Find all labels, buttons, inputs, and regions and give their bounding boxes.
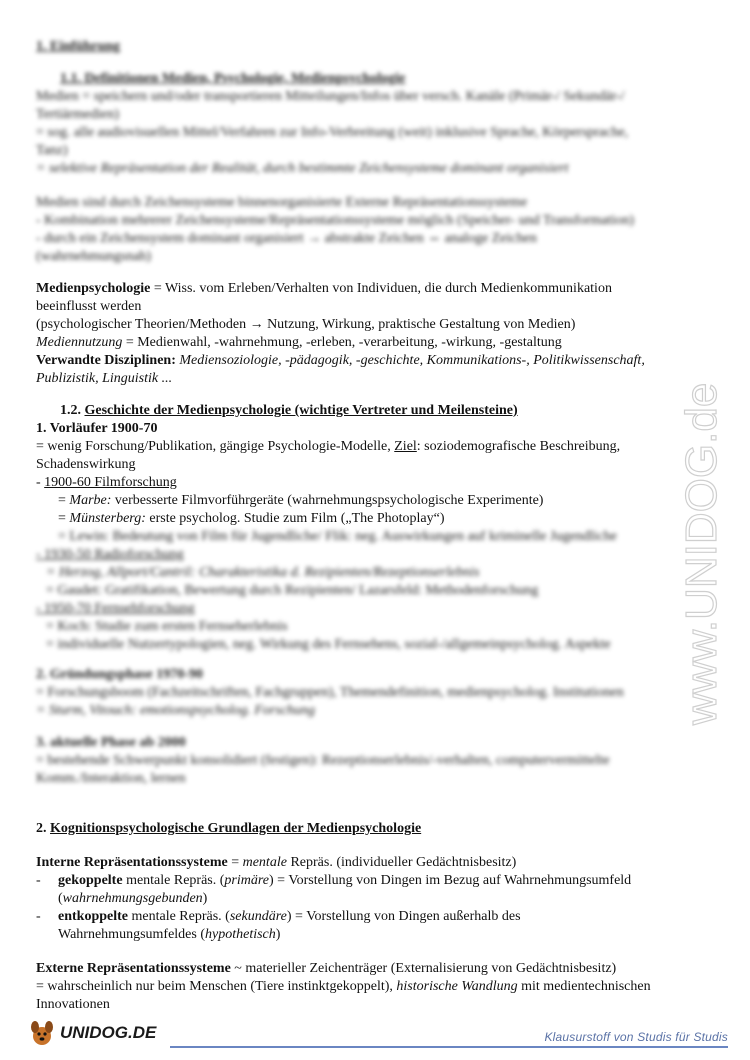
blur-line: 3. aktuelle Phase ab 2000 [36,735,186,750]
text: ) = Vorstellung von Dingen im Bezug auf Wahrnehmungsumfeld [269,873,632,888]
text: mentale Repräs. ( [128,909,230,924]
text: wahrnehmungsgebunden [62,891,203,906]
text: mit medientechnischen [517,979,651,994]
definition-medienpsychologie [36,280,612,298]
blur-line: - Kombination mehrerer Zeichensysteme/Repräsentationssysteme möglich (Speicher- und Transformation) [36,213,635,228]
text: ) = Vorstellung von Dingen außerhalb des [286,909,521,924]
blur-line: Medien = speichern und/oder transportieren Mitteilungen/Infos über versch. Kanäle (Primär-/ Sekundär-/ [36,89,625,104]
blur-line: Komm./Interaktion, lernen [36,771,186,786]
section-number: 1.2. [60,403,85,418]
blur-line: = bestehende Schwerpunkt konsolidiert (festigen): Rezeptionserlebnis/-verhalten, computervermittelte [36,753,610,768]
term: Mediennutzung [36,335,123,350]
definition-text: Mediensoziologie, -pädagogik, -geschichte, Kommunikations-, Politikwissenschaft, [175,353,645,368]
heading-1-1: 1.1. Definitionen Medien, Psychologie, Medienpsychologie [60,71,406,86]
list-item-gekoppelte [58,872,631,890]
text: Repräs. (individueller Gedächtnisbesitz) [286,855,517,870]
text: ~ materieller Zeichenträger (Externalisierung von Gedächtnisbesitz) [230,961,617,976]
term: Medienpsychologie [36,281,151,296]
text: ( [58,891,63,906]
definition-line: (psychologischer Theorien/Methoden → Nutzung, Wirkung, praktische Gestaltung von Medien) [36,317,576,332]
watermark [672,270,732,730]
definition-line: Publizistik, Linguistik ... [36,371,173,386]
term: gekoppelte [58,873,123,888]
text: ) [202,891,208,906]
heading-2 [36,820,421,838]
text: mentale Repräs. ( [122,873,225,888]
text: verbesserte Filmvorführgeräte (wahrnehmungspsychologische Experimente) [111,493,544,508]
list-dash: - [36,909,41,924]
term: Verwandte Disziplinen: [36,353,176,368]
list-subitem [58,510,445,528]
related-disciplines [36,352,645,370]
text: : soziodemografische Beschreibung, [416,439,621,454]
text: primäre [224,873,270,888]
term: Externe Repräsentationssysteme [36,961,231,976]
blur-line: Tertiärmedien) [36,107,119,122]
text: = [227,855,243,870]
blur-line: - durch ein Zeichensystem dominant organisiert → abstrakte Zeichen ⇔ analoge Zeichen [36,231,537,246]
blur-line: - 1950-70 Fernsehforschung [36,601,195,616]
definition-externe [36,960,616,978]
blur-line: = sog. alle audiovisuellen Mittel/Verfahren zur Info-Verbreitung (weit) inklusive Sprache, Körpersprache, [36,125,629,140]
blur-line: = Lewin: Bedeutung von Film für Jugendliche/ Flik: neg. Auswirkungen auf kriminelle Jugendliche [58,529,617,544]
list-item-continuation [58,926,280,944]
text: Wahrnehmungsumfeldes ( [58,927,205,942]
text: = [58,493,70,508]
blur-line: = Koch: Studie zum ersten Fernseherlebnis [46,619,288,634]
text: = [58,511,70,526]
text-line: Schadenswirkung [36,457,136,472]
author: Marbe: [69,493,112,508]
list-item-filmforschung [36,474,177,492]
blur-line: = Sturm, Vitouch: emotionspsycholog. Forschung [36,703,316,718]
text: sekundäre [229,909,287,924]
blur-line: Tanz) [36,143,68,158]
list-subitem [58,492,543,510]
subheading-vorlaeufer: 1. Vorläufer 1900-70 [36,421,158,436]
text: ) [275,927,281,942]
text: historische Wandlung [396,979,518,994]
author: Münsterberg: [69,511,146,526]
logo-text: UNIDOG.DE [60,1023,157,1042]
text: mentale [242,855,287,870]
text: hypothetisch [205,927,276,942]
watermark-text: www.UNIDOG.de [677,382,726,725]
text: Ziel [394,439,417,454]
list-dash: - [36,873,41,888]
footer-divider [170,1046,728,1048]
footer-tagline: Klausurstoff von Studis für Studis [544,1030,728,1044]
definition-mediennutzung [36,334,562,352]
list-item-continuation [58,890,207,908]
blur-line: 2. Gründungsphase 1970-90 [36,667,203,682]
blur-line: - 1930-50 Radioforschung [36,547,184,562]
text-line [36,978,651,996]
dog-icon [28,1018,56,1048]
blur-line: Medien sind durch Zeichensysteme binnenorganisierte Externe Repräsentationssysteme [36,195,528,210]
definition-text: = Wiss. vom Erleben/Verhalten von Individuen, die durch Medienkommunikation [150,281,612,296]
term: Interne Repräsentationssysteme [36,855,228,870]
definition-text: = Medienwahl, -wahrnehmung, -erleben, -verarbeitung, -wirkung, -gestaltung [122,335,562,350]
blur-line: = Gaudet: Gratifikation, Bewertung durch Rezipienten/ Lazarsfeld: Methodenforschung [46,583,539,598]
blur-line: (wahrnehmungsnah) [36,249,152,264]
dash: - [36,475,45,490]
text-line: Innovationen [36,997,110,1012]
section-title: Kognitionspsychologische Grundlagen der Medienpsychologie [50,821,422,836]
definition-interne [36,854,516,872]
definition-line: beeinflusst werden [36,299,142,314]
blur-line: = individuelle Nutzertypologien, neg. Wirkung des Fernsehens, sozial-/allgemeinpsycholog. Aspekte [46,637,611,652]
term: entkoppelte [58,909,128,924]
text: 1900-60 Filmforschung [44,475,177,490]
blur-line: = selektive Repräsentation der Realität, durch bestimmte Zeichensysteme dominant organisiert [36,161,569,176]
text: = wenig Forschung/Publikation, gängige Psychologie-Modelle, [36,439,395,454]
section-title: Geschichte der Medienpsychologie (wichtige Vertreter und Meilensteine) [84,403,518,418]
text: erste psycholog. Studie zum Film („The Photoplay“) [145,511,445,526]
text-line [36,438,620,456]
section-number: 2. [36,821,50,836]
heading-1-2 [60,402,518,420]
blur-line: = Herzog, Allport/Cantril: Charakteristika d. Rezipienten/Rezeptionserlebnis [46,565,480,580]
text: = wahrscheinlich nur beim Menschen (Tiere instinktgekoppelt), [36,979,397,994]
unidog-logo [28,1016,156,1050]
heading-1: 1. Einführung [36,39,121,54]
blur-line: = Forschungsboom (Fachzeitschriften, Fachgruppen), Themendefinition, medienpsycholog. Institutionen [36,685,624,700]
list-item-entkoppelte [58,908,521,926]
